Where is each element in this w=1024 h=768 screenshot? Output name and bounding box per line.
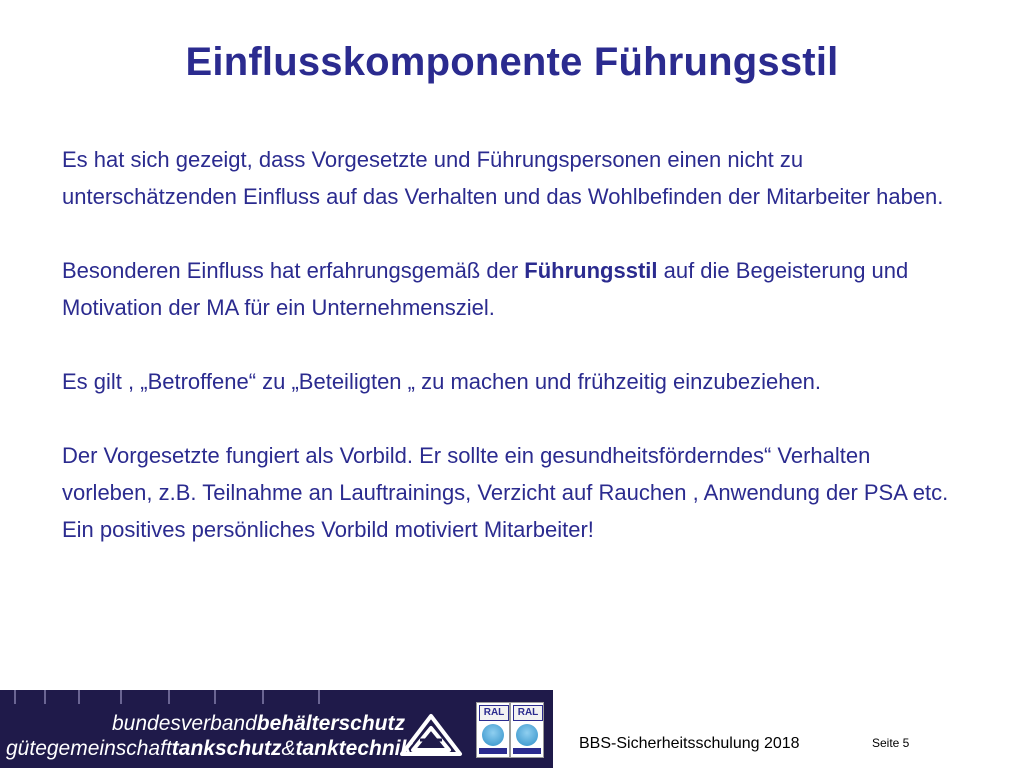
slide-body — [62, 141, 962, 548]
footer-event-label: BBS-Sicherheitsschulung 2018 — [579, 735, 800, 752]
ral-emblem — [516, 724, 538, 746]
paragraph-2-after: auf die Begeisterung und Motivation der MA für ein Unternehmensziel. — [62, 258, 909, 320]
brand-line-2-normal: gütegemeinschaft — [6, 737, 172, 760]
brand-line-2 — [6, 737, 412, 761]
band-streak — [168, 690, 170, 704]
ral-seal-tanktechnik-icon — [510, 702, 544, 758]
paragraph-4 — [62, 437, 962, 548]
paragraph-2 — [62, 252, 962, 326]
ral-seal-tankschutz-icon — [476, 702, 510, 758]
brand-line-2-bold-a: tankschutz — [171, 737, 282, 760]
brand-line-2-bold-b: tanktechnik — [295, 737, 413, 760]
band-streak — [78, 690, 80, 704]
brand-line-1-bold: behälterschutz — [256, 712, 405, 735]
band-streak — [214, 690, 216, 704]
brand-line-1-normal: bundesverband — [112, 712, 257, 735]
band-streak — [262, 690, 264, 704]
brand-line-2-amp: & — [281, 737, 296, 760]
slide-title: Einflusskomponente Führungsstil — [185, 40, 839, 84]
paragraph-2-bold: Führungsstil — [524, 258, 658, 283]
ral-bar — [479, 748, 507, 754]
paragraph-3: Es gilt , „Betroffene“ zu „Beteiligten „ zu machen und frühzeitig einzubeziehen. — [62, 369, 822, 394]
paragraph-4-line2: Ein positives persönliches Vorbild motiviert Mitarbeiter! — [62, 517, 594, 542]
ral-bar — [513, 748, 541, 754]
paragraph-2-before: Besonderen Einfluss hat erfahrungsgemäß der — [62, 258, 525, 283]
paragraph-1: Es hat sich gezeigt, dass Vorgesetzte und Führungspersonen einen nicht zu unterschätzenden Einfluss auf das Verhalten und das Wohlbefinden der Mitarbeiter haben. — [62, 147, 944, 209]
brand-line-1 — [112, 712, 405, 736]
band-streak — [14, 690, 16, 704]
band-streak — [318, 690, 320, 704]
page-number: Seite 5 — [872, 736, 910, 750]
triangle-logo-icon — [398, 712, 464, 758]
ral-label: RAL — [513, 705, 543, 721]
band-streak — [120, 690, 122, 704]
paragraph-4-line1: Der Vorgesetzte fungiert als Vorbild. Er sollte ein gesundheitsförderndes“ Verhalten vorleben, z.B. Teilnahme an Lauftrainings, Verzicht auf Rauchen , Anwendung der PSA etc. — [62, 443, 949, 505]
ral-emblem — [482, 724, 504, 746]
ral-label: RAL — [479, 705, 509, 721]
band-streak — [44, 690, 46, 704]
